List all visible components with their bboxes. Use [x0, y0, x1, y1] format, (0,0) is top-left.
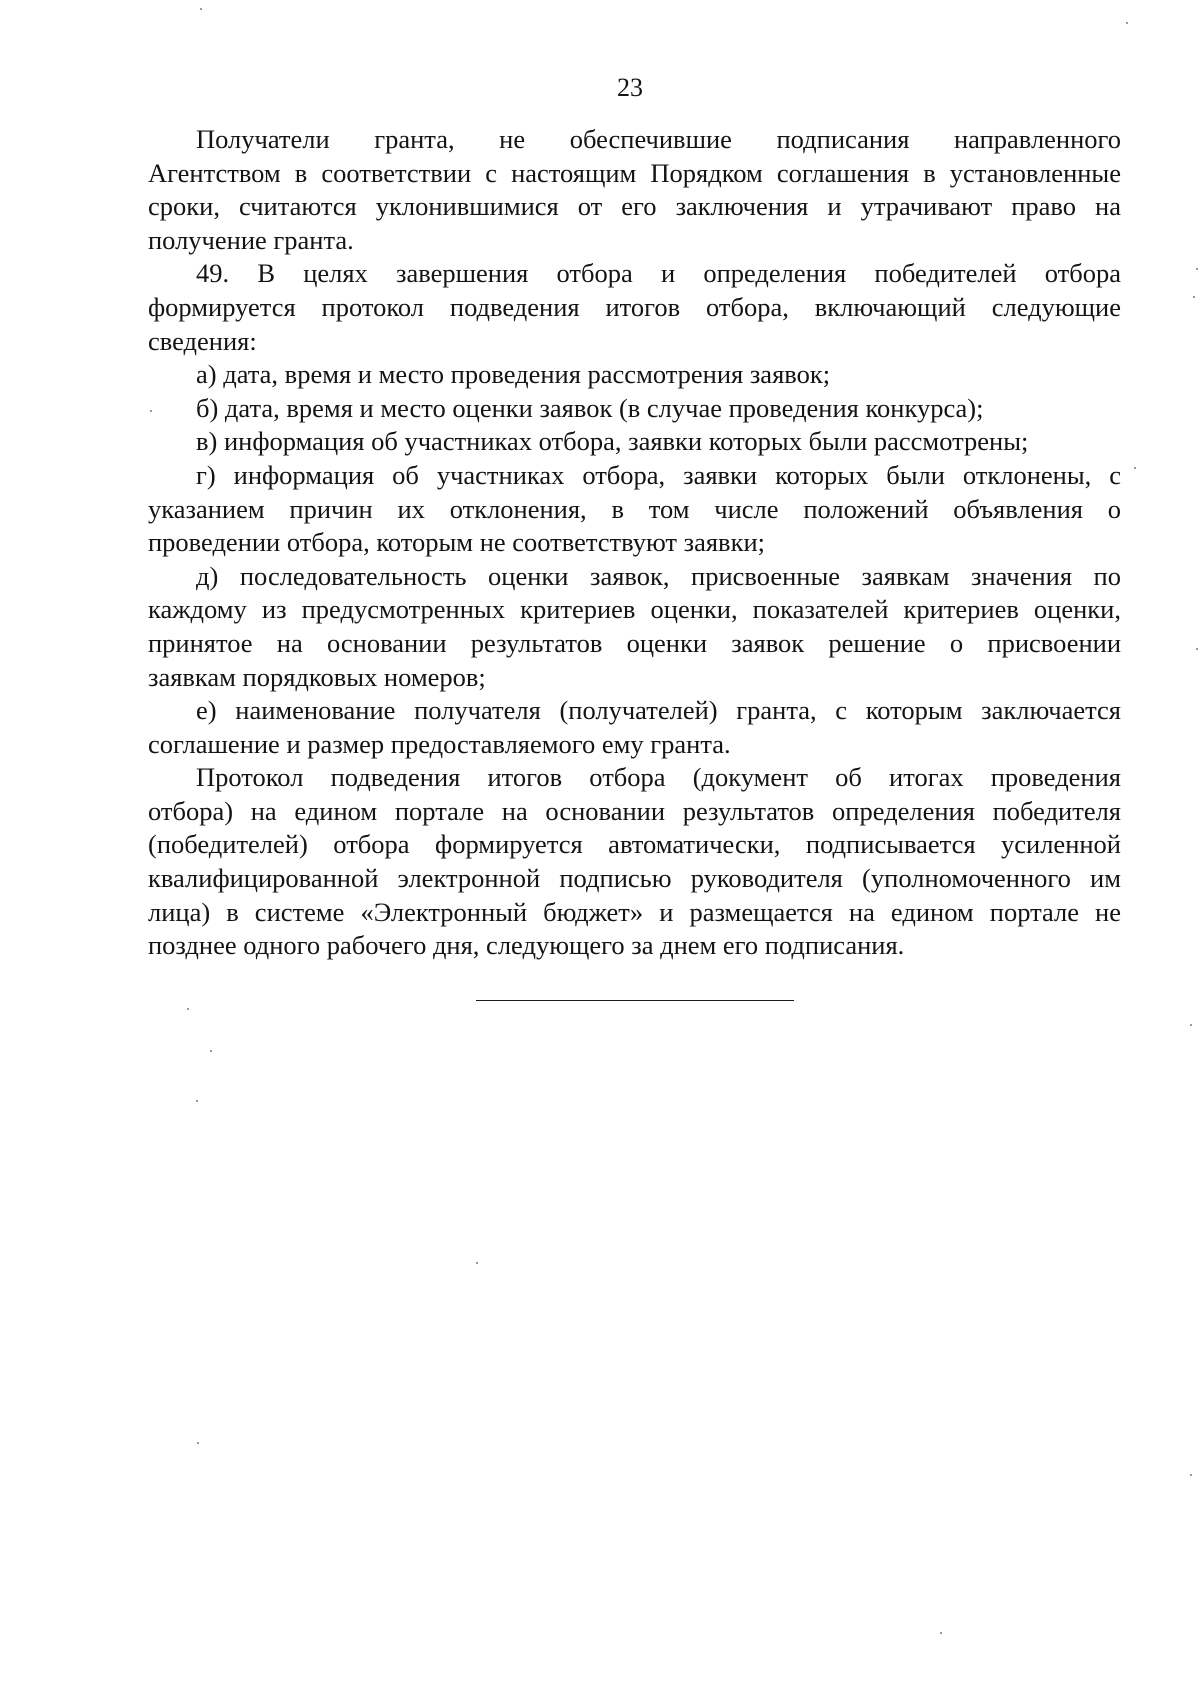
- list-item-b: [148, 392, 1121, 426]
- scan-speck: [197, 1442, 199, 1444]
- scan-speck: [150, 410, 152, 412]
- text-line: лица) в системе «Электронный бюджет» и размещается на едином портале не: [148, 896, 1121, 927]
- list-item-d: [148, 560, 1121, 694]
- list-item-e: [148, 694, 1121, 761]
- text-line: г) информация об участниках отбора, заявки которых были отклонены, с: [196, 459, 1121, 490]
- text-line: Агентством в соответствии с настоящим Порядком соглашения в установленные: [148, 157, 1121, 188]
- scan-speck: [200, 8, 202, 10]
- text-line: заявкам порядковых номеров;: [148, 661, 486, 692]
- scan-speck: [1190, 1474, 1192, 1476]
- text-line: принятое на основании результатов оценки заявок решение о присвоении: [148, 627, 1121, 658]
- text-line: 49. В целях завершения отбора и определения победителей отбора: [196, 258, 1121, 289]
- scan-speck: [1196, 648, 1198, 650]
- text-line: б) дата, время и место оценки заявок (в случае проведения конкурса);: [196, 392, 984, 423]
- text-line: а) дата, время и место проведения рассмотрения заявок;: [196, 359, 831, 390]
- list-item-g: [148, 459, 1121, 560]
- scan-speck: [1126, 22, 1128, 24]
- list-item-a: [148, 358, 1121, 392]
- scan-speck: [1190, 1024, 1192, 1026]
- text-line: квалифицированной электронной подписью руководителя (уполномоченного им: [148, 863, 1121, 894]
- text-line: проведении отбора, которым не соответствуют заявки;: [148, 527, 765, 558]
- text-line: в) информация об участниках отбора, заявки которых были рассмотрены;: [196, 426, 1029, 457]
- text-line: соглашение и размер предоставляемого ему гранта.: [148, 728, 731, 759]
- scan-speck: [476, 1262, 478, 1264]
- text-line: Получатели гранта, не обеспечившие подписания направленного: [196, 124, 1121, 154]
- text-line: каждому из предусмотренных критериев оценки, показателей критериев оценки,: [148, 594, 1121, 625]
- paragraph-grant-recipients: [148, 123, 1121, 257]
- text-line: сроки, считаются уклонившимися от его заключения и утрачивают право на: [148, 191, 1121, 222]
- scan-speck: [196, 1100, 198, 1102]
- paragraph-protocol: [148, 761, 1121, 963]
- scan-speck: [1134, 467, 1136, 469]
- end-of-text-rule: [476, 1000, 794, 1001]
- text-line: сведения:: [148, 325, 257, 356]
- scan-speck: [940, 1632, 942, 1634]
- paragraph-item-49: [148, 257, 1121, 358]
- document-body: [148, 123, 1121, 963]
- text-line: формируется протокол подведения итогов отбора, включающий следующие: [148, 291, 1121, 322]
- text-line: отбора) на едином портале на основании результатов определения победителя: [148, 795, 1121, 826]
- page-number: 23: [617, 73, 643, 102]
- list-item-v: [148, 425, 1121, 459]
- scan-speck: [187, 1008, 189, 1010]
- text-line: (победителей) отбора формируется автоматически, подписывается усиленной: [148, 829, 1121, 860]
- text-line: указанием причин их отклонения, в том числе положений объявления о: [148, 493, 1121, 524]
- text-line: е) наименование получателя (получателей) гранта, с которым заключается: [196, 695, 1121, 726]
- text-line: позднее одного рабочего дня, следующего за днем его подписания.: [148, 930, 905, 961]
- text-line: д) последовательность оценки заявок, присвоенные заявкам значения по: [196, 560, 1121, 591]
- scan-speck: [1193, 296, 1195, 298]
- scan-speck: [210, 1050, 212, 1052]
- scan-speck: [1196, 268, 1198, 270]
- text-line: получение гранта.: [148, 224, 354, 255]
- text-line: Протокол подведения итогов отбора (документ об итогах проведения: [196, 762, 1121, 793]
